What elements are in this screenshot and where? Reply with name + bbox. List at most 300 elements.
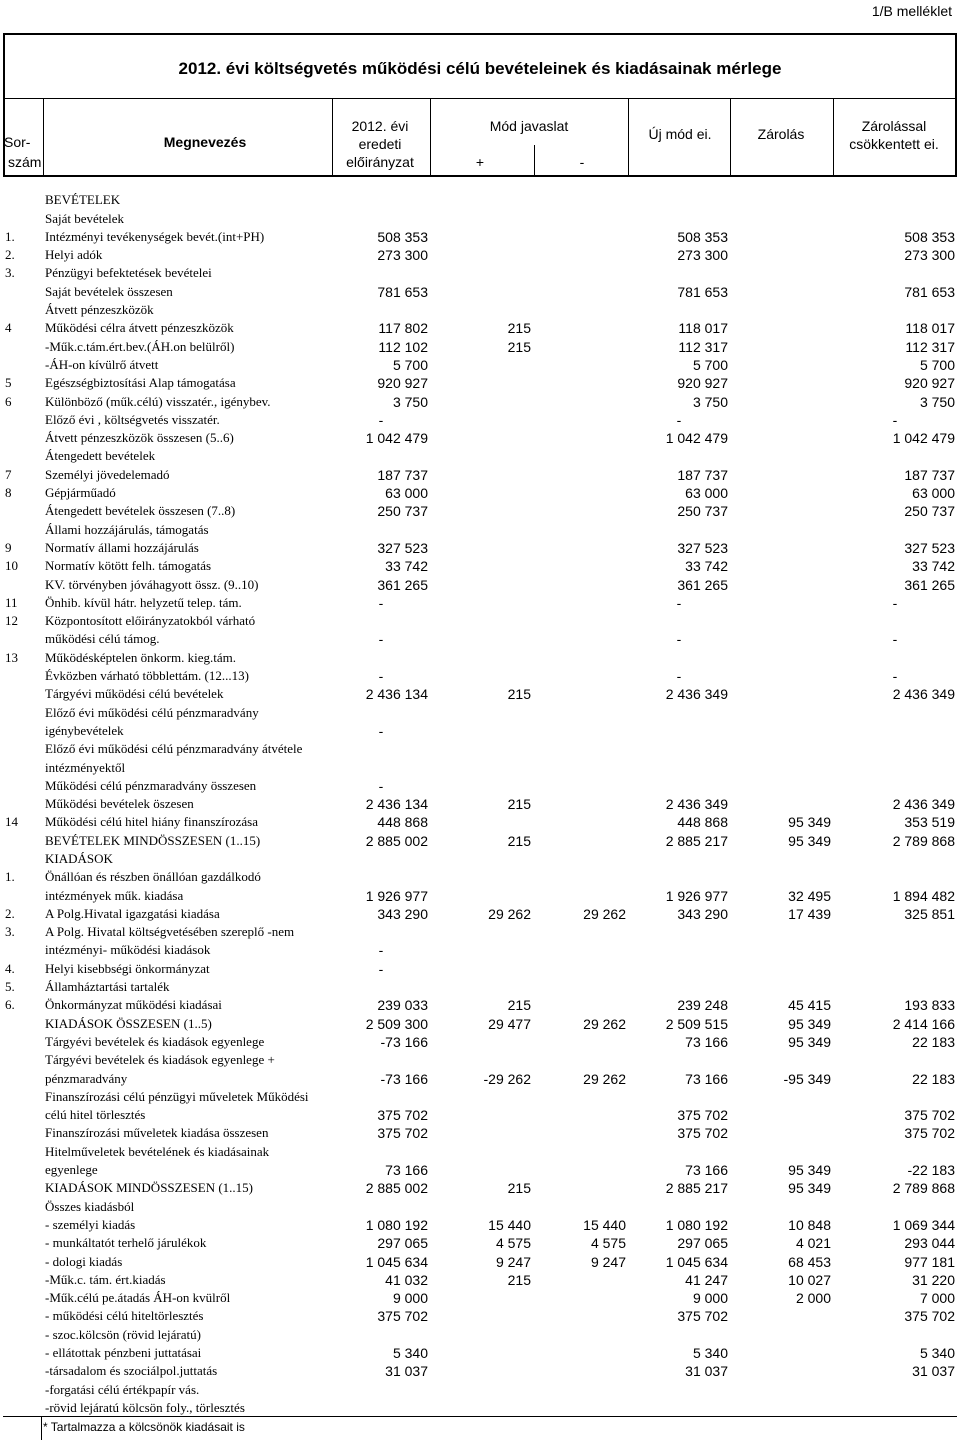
cell-eredeti: 448 868 — [377, 814, 428, 831]
row-number — [3, 574, 43, 592]
cell-uj: 781 653 — [677, 283, 728, 300]
cell-plus — [430, 245, 533, 263]
row-label: pénzmaradvány — [45, 1070, 128, 1086]
cell-eredeti: 343 290 — [377, 905, 428, 922]
cell-plus — [430, 1324, 533, 1342]
cell-uj — [628, 977, 730, 995]
cell-minus — [533, 1288, 628, 1306]
cell-eredeti: 1 080 192 — [365, 1216, 428, 1233]
cell-plus — [430, 1032, 533, 1050]
cell-zarolas — [730, 300, 833, 318]
cell-zarolas — [730, 1105, 833, 1123]
cell-zarolas — [730, 977, 833, 995]
row-number — [3, 1251, 43, 1269]
row-label: Működésképtelen önkorm. kieg.tám. — [45, 649, 236, 665]
cell-minus — [533, 666, 628, 684]
cell-uj: 327 523 — [677, 539, 728, 556]
row-label: -ÁH-on kívülrő átvett — [45, 356, 159, 372]
cell-minus: 9 247 — [590, 1253, 626, 1270]
cell-eredeti: - — [378, 594, 384, 611]
cell-uj: 1 080 192 — [665, 1216, 728, 1233]
cell-zarolas — [730, 574, 833, 592]
cell-plus: 215 — [507, 338, 531, 355]
cell-minus — [533, 1123, 628, 1141]
cell-eredeti: 1 926 977 — [365, 887, 428, 904]
cell-plus — [430, 885, 533, 903]
cell-eredeti: 250 737 — [377, 503, 428, 520]
cell-uj — [628, 519, 730, 537]
table-row — [3, 1196, 957, 1214]
row-number — [3, 501, 43, 519]
cell-plus: 29 477 — [488, 1015, 531, 1032]
table-row — [3, 611, 957, 629]
cell-minus — [533, 208, 628, 226]
row-label: Állami hozzájárulás, támogatás — [45, 521, 209, 537]
row-label: Normatív kötött felh. támogatás — [45, 558, 212, 574]
row-label: BEVÉTELEK MINDÖSSZESEN (1..15) — [45, 832, 261, 848]
row-label: intézményektől — [45, 759, 126, 775]
row-number: 2. — [5, 247, 15, 263]
cell-plus — [430, 1306, 533, 1324]
cell-plus: 215 — [507, 796, 531, 813]
table-row — [3, 812, 957, 830]
cell-uj — [628, 776, 730, 794]
table-row — [3, 1233, 957, 1251]
table-row — [3, 281, 957, 299]
row-number: 3. — [5, 265, 15, 281]
table-row — [3, 721, 957, 739]
row-number: 3. — [5, 924, 15, 940]
cell-eredeti: 920 927 — [377, 375, 428, 392]
cell-csokkentett — [833, 611, 957, 629]
cell-minus — [533, 1178, 628, 1196]
cell-csokkentett: 250 737 — [904, 503, 955, 520]
row-number: 5. — [5, 979, 15, 995]
cell-zarolas — [730, 483, 833, 501]
cell-uj: 118 017 — [678, 320, 728, 337]
table-row — [3, 556, 957, 574]
cell-zarolas — [730, 1343, 833, 1361]
cell-minus — [533, 593, 628, 611]
table-row — [3, 794, 957, 812]
table-row — [3, 1398, 957, 1416]
table-row — [3, 849, 957, 867]
cell-minus — [533, 300, 628, 318]
cell-uj: 2 509 515 — [665, 1015, 728, 1032]
cell-zarolas — [730, 922, 833, 940]
cell-zarolas — [730, 227, 833, 245]
cell-eredeti — [332, 300, 430, 318]
cell-plus — [430, 1160, 533, 1178]
row-label: KIADÁSOK MINDÖSSZESEN (1..15) — [45, 1180, 253, 1196]
cell-eredeti: 187 737 — [377, 466, 428, 483]
cell-plus: 15 440 — [488, 1216, 531, 1233]
row-label: -forgatási célú értékpapír vás. — [45, 1381, 200, 1397]
row-number — [3, 519, 43, 537]
cell-csokkentett — [833, 1379, 957, 1397]
table-row — [3, 904, 957, 922]
cell-zarolas: 95 349 — [788, 832, 831, 849]
cell-plus — [430, 446, 533, 464]
cell-eredeti: -73 166 — [380, 1070, 428, 1087]
row-number — [3, 1270, 43, 1288]
row-label: - munkáltatót terhelő járulékok — [45, 1235, 207, 1251]
table-row — [3, 336, 957, 354]
header-megnevezes: Megnevezés — [163, 134, 247, 150]
cell-csokkentett — [833, 702, 957, 720]
footnote-divider — [3, 1416, 957, 1417]
cell-eredeti — [332, 519, 430, 537]
cell-zarolas — [730, 556, 833, 574]
cell-uj: 250 737 — [677, 503, 728, 520]
row-label: KIADÁSOK — [45, 850, 113, 866]
table-row — [3, 1032, 957, 1050]
cell-minus — [533, 1343, 628, 1361]
cell-zarolas: 95 349 — [788, 1015, 831, 1032]
cell-plus — [430, 721, 533, 739]
cell-zarolas — [730, 410, 833, 428]
cell-plus — [430, 428, 533, 446]
row-label: igénybevételek — [45, 722, 124, 738]
table-row — [3, 593, 957, 611]
cell-zarolas: 2 000 — [795, 1290, 831, 1307]
cell-csokkentett: 1 042 479 — [892, 430, 955, 447]
page-title: 2012. évi költségvetés működési célú bevételeinek és kiadásainak mérlege — [178, 59, 782, 78]
cell-csokkentett — [833, 1196, 957, 1214]
cell-csokkentett: 375 702 — [904, 1125, 955, 1142]
cell-eredeti — [332, 867, 430, 885]
cell-csokkentett — [833, 940, 957, 958]
cell-zarolas — [730, 1087, 833, 1105]
cell-plus: 9 247 — [495, 1253, 531, 1270]
cell-plus — [430, 1050, 533, 1068]
row-label: Működési célra átvett pénzeszközök — [45, 320, 234, 336]
cell-zarolas: 95 349 — [788, 1162, 831, 1179]
table-row — [3, 373, 957, 391]
row-number — [3, 1178, 43, 1196]
cell-uj — [628, 1087, 730, 1105]
cell-eredeti: - — [378, 631, 384, 648]
row-number — [3, 1013, 43, 1031]
cell-zarolas — [730, 849, 833, 867]
cell-plus — [430, 958, 533, 976]
cell-eredeti: 781 653 — [377, 283, 428, 300]
cell-zarolas — [730, 1306, 833, 1324]
cell-uj: 3 750 — [692, 393, 728, 410]
row-number — [3, 1288, 43, 1306]
cell-csokkentett: 31 037 — [912, 1363, 955, 1380]
cell-plus: 215 — [507, 1180, 531, 1197]
cell-plus — [430, 373, 533, 391]
cell-minus — [533, 812, 628, 830]
cell-plus — [430, 190, 533, 208]
cell-eredeti: 327 523 — [377, 539, 428, 556]
cell-eredeti: 2 436 134 — [365, 686, 428, 703]
cell-csokkentett: 353 519 — [904, 814, 955, 831]
row-number — [3, 1068, 43, 1086]
row-label: Egészségbiztosítási Alap támogatása — [45, 375, 236, 391]
cell-minus — [533, 538, 628, 556]
table-row — [3, 1343, 957, 1361]
row-label: -Műk.célú pe.átadás ÁH-on kvülről — [45, 1290, 231, 1306]
cell-plus — [430, 757, 533, 775]
table-row — [3, 629, 957, 647]
cell-minus — [533, 556, 628, 574]
table-row — [3, 1251, 957, 1269]
cell-csokkentett: 361 265 — [904, 576, 955, 593]
cell-eredeti — [332, 977, 430, 995]
cell-plus — [430, 776, 533, 794]
row-number — [3, 410, 43, 428]
cell-zarolas — [730, 373, 833, 391]
cell-plus — [430, 611, 533, 629]
cell-plus — [430, 208, 533, 226]
row-number — [3, 940, 43, 958]
table-row — [3, 464, 957, 482]
cell-minus — [533, 739, 628, 757]
cell-eredeti: 508 353 — [377, 228, 428, 245]
cell-uj: 1 045 634 — [665, 1253, 728, 1270]
cell-minus — [533, 336, 628, 354]
row-number — [3, 1160, 43, 1178]
cell-uj — [628, 1050, 730, 1068]
cell-minus — [533, 410, 628, 428]
cell-csokkentett: 375 702 — [904, 1107, 955, 1124]
cell-eredeti — [332, 263, 430, 281]
row-number — [3, 1379, 43, 1397]
cell-uj: - — [676, 631, 682, 648]
cell-eredeti: 273 300 — [377, 247, 428, 264]
row-label: Átengedett bevételek — [45, 448, 156, 464]
cell-zarolas — [730, 867, 833, 885]
table-row — [3, 1215, 957, 1233]
cell-eredeti — [332, 1141, 430, 1159]
row-label: Előző évi működési célú pénzmaradvány átvétele — [45, 741, 303, 757]
row-number: 2. — [5, 905, 15, 921]
row-label: Helyi adók — [45, 247, 103, 263]
cell-zarolas — [730, 1196, 833, 1214]
cell-csokkentett: 5 700 — [919, 356, 955, 373]
header-mod-javaslat: Mód javaslat — [489, 118, 569, 134]
table-row — [3, 1105, 957, 1123]
table-row — [3, 684, 957, 702]
row-number — [3, 684, 43, 702]
cell-plus — [430, 355, 533, 373]
cell-eredeti: - — [378, 722, 384, 739]
cell-zarolas — [730, 940, 833, 958]
footnote-vline — [41, 1416, 42, 1440]
cell-eredeti — [332, 1398, 430, 1416]
table-row — [3, 1013, 957, 1031]
cell-uj: 297 065 — [677, 1235, 728, 1252]
cell-plus: 215 — [507, 320, 531, 337]
cell-eredeti: 5 700 — [392, 356, 428, 373]
row-label: intézményi- működési kiadások — [45, 942, 211, 958]
cell-plus — [430, 300, 533, 318]
cell-minus — [533, 885, 628, 903]
cell-zarolas — [730, 263, 833, 281]
cell-plus — [430, 1398, 533, 1416]
table-row — [3, 1361, 957, 1379]
cell-zarolas — [730, 647, 833, 665]
row-label: Központosított előirányzatokból várható — [45, 613, 256, 629]
row-number — [3, 428, 43, 446]
row-number: 13 — [5, 649, 18, 665]
cell-eredeti: - — [378, 960, 384, 977]
table-row — [3, 995, 957, 1013]
cell-minus — [533, 1306, 628, 1324]
cell-minus — [533, 995, 628, 1013]
cell-eredeti: 361 265 — [377, 576, 428, 593]
cell-uj: 2 885 217 — [665, 1180, 728, 1197]
cell-minus — [533, 922, 628, 940]
cell-uj — [628, 757, 730, 775]
table-row — [3, 1379, 957, 1397]
row-label: -Műk.c. tám. ért.kiadás — [45, 1271, 166, 1287]
cell-eredeti — [332, 1050, 430, 1068]
row-number — [3, 1050, 43, 1068]
balance-table — [3, 190, 957, 1416]
cell-uj: 2 885 217 — [665, 832, 728, 849]
cell-plus — [430, 977, 533, 995]
cell-zarolas — [730, 208, 833, 226]
row-label: Önkormányzat működési kiadásai — [45, 997, 222, 1013]
cell-plus — [430, 1379, 533, 1397]
cell-zarolas — [730, 739, 833, 757]
row-label: Normatív állami hozzájárulás — [45, 539, 199, 555]
header-eredeti: 2012. évi eredeti előirányzat — [346, 118, 414, 170]
cell-uj — [628, 867, 730, 885]
cell-csokkentett — [833, 190, 957, 208]
cell-minus — [533, 1050, 628, 1068]
cell-minus — [533, 702, 628, 720]
header-zarolassal: Zárolással csökkentett ei. — [849, 118, 939, 152]
cell-csokkentett: 327 523 — [904, 539, 955, 556]
cell-uj — [628, 300, 730, 318]
row-number — [3, 300, 43, 318]
annex-label: 1/B melléklet — [871, 3, 952, 19]
cell-uj — [628, 1398, 730, 1416]
cell-plus — [430, 227, 533, 245]
cell-eredeti: - — [378, 411, 384, 428]
cell-zarolas — [730, 245, 833, 263]
row-label: Működési bevételek öszesen — [45, 796, 194, 812]
row-label: Előző évi működési célú pénzmaradvány — [45, 704, 259, 720]
cell-zarolas — [730, 281, 833, 299]
cell-uj: 73 166 — [685, 1033, 728, 1050]
cell-zarolas — [730, 684, 833, 702]
cell-uj — [628, 702, 730, 720]
row-label: Pénzügyi befektetések bevételei — [45, 265, 212, 281]
cell-csokkentett: 112 317 — [905, 338, 955, 355]
cell-minus — [533, 830, 628, 848]
cell-minus — [533, 245, 628, 263]
cell-csokkentett — [833, 721, 957, 739]
cell-csokkentett: 7 000 — [919, 1290, 955, 1307]
table-row — [3, 1141, 957, 1159]
row-number: 9 — [5, 539, 12, 555]
cell-eredeti: 2 885 002 — [365, 832, 428, 849]
table-row — [3, 830, 957, 848]
cell-plus — [430, 574, 533, 592]
cell-uj: 508 353 — [677, 228, 728, 245]
cell-zarolas: 10 027 — [788, 1271, 831, 1288]
cell-minus — [533, 1196, 628, 1214]
cell-csokkentett: - — [892, 594, 898, 611]
cell-csokkentett — [833, 1141, 957, 1159]
row-label: Saját bevételek — [45, 210, 125, 226]
cell-eredeti: 297 065 — [377, 1235, 428, 1252]
row-label: -Műk.c.tám.ért.bev.(ÁH.on belülről) — [45, 338, 235, 354]
row-label: Különböző (műk.célú) visszatér., igénybev. — [45, 393, 271, 409]
row-number — [3, 336, 43, 354]
cell-minus — [533, 318, 628, 336]
cell-zarolas — [730, 666, 833, 684]
table-row — [3, 190, 957, 208]
cell-minus — [533, 867, 628, 885]
cell-zarolas — [730, 776, 833, 794]
cell-csokkentett — [833, 263, 957, 281]
cell-zarolas: 95 349 — [788, 1180, 831, 1197]
cell-minus — [533, 1361, 628, 1379]
cell-plus — [430, 867, 533, 885]
table-row — [3, 885, 957, 903]
row-label: Tárgyévi bevételek és kiadások egyenlege — [45, 1033, 265, 1049]
table-row — [3, 428, 957, 446]
cell-uj — [628, 922, 730, 940]
table-row — [3, 647, 957, 665]
cell-eredeti — [332, 1324, 430, 1342]
cell-zarolas: 17 439 — [788, 905, 831, 922]
cell-eredeti — [332, 1087, 430, 1105]
table-row — [3, 501, 957, 519]
cell-eredeti — [332, 208, 430, 226]
cell-eredeti: 239 033 — [377, 997, 428, 1014]
row-label: Gépjárműadó — [45, 485, 116, 501]
table-row — [3, 940, 957, 958]
row-label: - működési célú hiteltörlesztés — [45, 1308, 204, 1324]
cell-csokkentett: 2 436 349 — [892, 686, 955, 703]
cell-csokkentett — [833, 519, 957, 537]
cell-zarolas — [730, 958, 833, 976]
row-label: célú hitel törlesztés — [45, 1107, 146, 1123]
row-number — [3, 830, 43, 848]
cell-zarolas: 10 848 — [788, 1216, 831, 1233]
cell-plus — [430, 1105, 533, 1123]
cell-uj: 73 166 — [685, 1162, 728, 1179]
cell-eredeti: 1 045 634 — [365, 1253, 428, 1270]
cell-uj — [628, 647, 730, 665]
cell-zarolas — [730, 538, 833, 556]
cell-csokkentett: 920 927 — [904, 375, 955, 392]
cell-zarolas — [730, 318, 833, 336]
cell-csokkentett — [833, 1398, 957, 1416]
row-number — [3, 1141, 43, 1159]
cell-csokkentett: 5 340 — [919, 1345, 955, 1361]
cell-plus: 29 262 — [488, 905, 531, 922]
table-row — [3, 391, 957, 409]
cell-plus — [430, 501, 533, 519]
cell-plus — [430, 940, 533, 958]
cell-csokkentett: 2 436 349 — [892, 796, 955, 813]
cell-uj — [628, 739, 730, 757]
cell-zarolas — [730, 593, 833, 611]
cell-zarolas — [730, 1141, 833, 1159]
cell-uj: 920 927 — [677, 375, 728, 392]
cell-zarolas — [730, 190, 833, 208]
cell-minus — [533, 355, 628, 373]
cell-plus — [430, 812, 533, 830]
